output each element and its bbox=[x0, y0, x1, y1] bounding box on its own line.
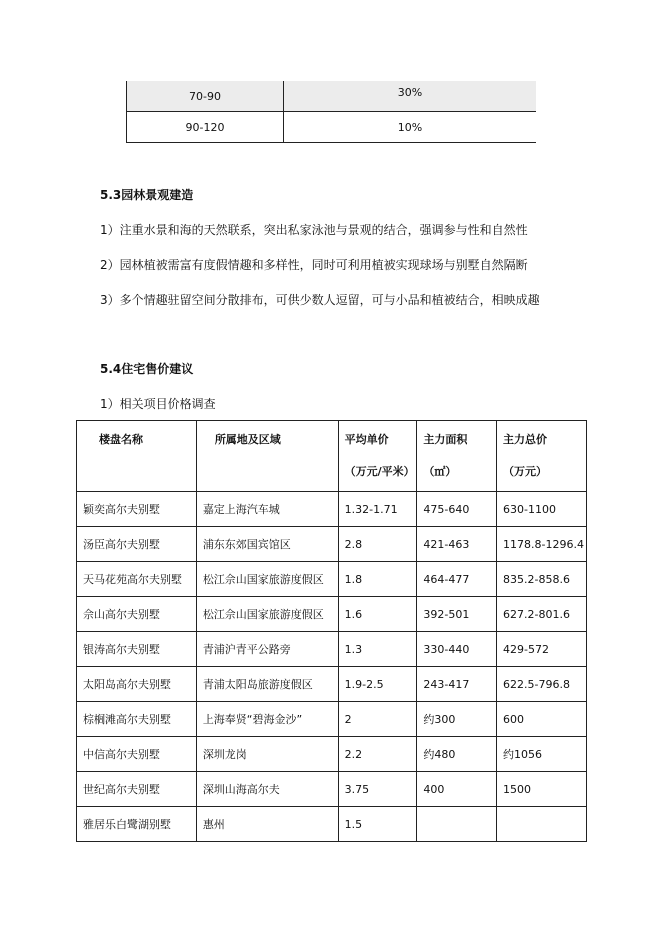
unit-price-cell: 2.8 bbox=[338, 527, 417, 562]
unit-price-cell: 3.75 bbox=[338, 772, 417, 807]
project-name-cell: 中信高尔夫别墅 bbox=[77, 737, 197, 772]
table-row bbox=[127, 81, 537, 112]
total-price-cell: 630-1100 bbox=[497, 492, 587, 527]
total-price-cell: 429-572 bbox=[497, 632, 587, 667]
project-name-cell: 汤臣高尔夫别墅 bbox=[77, 527, 197, 562]
list-item: 2）园林植被需富有度假情趣和多样性，同时可利用植被实现球场与别墅自然隔断 bbox=[100, 258, 528, 272]
project-name-cell: 颖奕高尔夫别墅 bbox=[77, 492, 197, 527]
price-table-body bbox=[77, 492, 587, 842]
table-cell: 10% bbox=[284, 112, 537, 143]
table-row bbox=[77, 772, 587, 807]
main-area-cell: 约300 bbox=[417, 702, 497, 737]
total-price-cell: 627.2-801.6 bbox=[497, 597, 587, 632]
table-row bbox=[77, 807, 587, 842]
section-subtitle: 1）相关项目价格调查 bbox=[100, 397, 216, 411]
total-price-cell: 1178.8-1296.4 bbox=[497, 527, 587, 562]
list-item: 3）多个情趣驻留空间分散排布，可供少数人逗留，可与小品和植被结合，相映成趣 bbox=[100, 293, 540, 307]
location-cell: 嘉定上海汽车城 bbox=[196, 492, 338, 527]
project-name-cell: 棕榈滩高尔夫别墅 bbox=[77, 702, 197, 737]
total-price-cell: 约1056 bbox=[497, 737, 587, 772]
table-cell-value: 30% bbox=[397, 85, 423, 99]
table-header-row bbox=[77, 421, 587, 492]
table-row bbox=[127, 112, 537, 143]
location-cell: 松江佘山国家旅游度假区 bbox=[196, 597, 338, 632]
column-header: 主力总价 （万元） bbox=[497, 421, 587, 492]
main-area-cell bbox=[417, 807, 497, 842]
main-area-cell: 约480 bbox=[417, 737, 497, 772]
location-cell: 惠州 bbox=[196, 807, 338, 842]
section-heading-landscape: 5.3园林景观建造 bbox=[100, 188, 194, 202]
location-cell: 深圳山海高尔夫 bbox=[196, 772, 338, 807]
main-area-cell: 475-640 bbox=[417, 492, 497, 527]
table-row bbox=[77, 562, 587, 597]
list-item: 1）注重水景和海的天然联系，突出私家泳池与景观的结合，强调参与性和自然性 bbox=[100, 223, 528, 237]
location-cell: 浦东东郊国宾馆区 bbox=[196, 527, 338, 562]
main-area-cell: 243-417 bbox=[417, 667, 497, 702]
column-header: 平均单价 （万元/平米） bbox=[338, 421, 417, 492]
section-heading-pricing: 5.4住宅售价建议 bbox=[100, 362, 194, 376]
total-price-cell: 835.2-858.6 bbox=[497, 562, 587, 597]
unit-price-cell: 1.5 bbox=[338, 807, 417, 842]
table-row bbox=[77, 737, 587, 772]
unit-price-cell: 2 bbox=[338, 702, 417, 737]
location-cell: 松江佘山国家旅游度假区 bbox=[196, 562, 338, 597]
main-area-cell: 464-477 bbox=[417, 562, 497, 597]
project-name-cell: 世纪高尔夫别墅 bbox=[77, 772, 197, 807]
column-header: 主力面积 （㎡） bbox=[417, 421, 497, 492]
unit-price-cell: 1.8 bbox=[338, 562, 417, 597]
table-cell bbox=[284, 81, 537, 112]
unit-price-cell: 1.32-1.71 bbox=[338, 492, 417, 527]
project-name-cell: 天马花苑高尔夫别墅 bbox=[77, 562, 197, 597]
project-name-cell: 佘山高尔夫别墅 bbox=[77, 597, 197, 632]
column-header: 楼盘名称 bbox=[77, 421, 197, 492]
table-row bbox=[77, 702, 587, 737]
table-cell: 70-90 bbox=[127, 81, 284, 112]
location-cell: 深圳龙岗 bbox=[196, 737, 338, 772]
column-header: 所属地及区域 bbox=[196, 421, 338, 492]
location-cell: 青浦太阳岛旅游度假区 bbox=[196, 667, 338, 702]
total-price-cell: 622.5-796.8 bbox=[497, 667, 587, 702]
area-share-table bbox=[126, 81, 536, 143]
table-row bbox=[77, 667, 587, 702]
total-price-cell: 1500 bbox=[497, 772, 587, 807]
table-row bbox=[77, 527, 587, 562]
unit-price-cell: 1.9-2.5 bbox=[338, 667, 417, 702]
table-cell: 90-120 bbox=[127, 112, 284, 143]
unit-price-cell: 1.3 bbox=[338, 632, 417, 667]
table-row bbox=[77, 632, 587, 667]
location-cell: 青浦沪青平公路旁 bbox=[196, 632, 338, 667]
location-cell: 上海奉贤“碧海金沙” bbox=[196, 702, 338, 737]
price-survey-table bbox=[76, 420, 587, 842]
unit-price-cell: 1.6 bbox=[338, 597, 417, 632]
project-name-cell: 太阳岛高尔夫别墅 bbox=[77, 667, 197, 702]
project-name-cell: 雅居乐白鹭湖别墅 bbox=[77, 807, 197, 842]
table-row bbox=[77, 597, 587, 632]
main-area-cell: 330-440 bbox=[417, 632, 497, 667]
table-row bbox=[77, 492, 587, 527]
main-area-cell: 400 bbox=[417, 772, 497, 807]
main-area-cell: 392-501 bbox=[417, 597, 497, 632]
total-price-cell bbox=[497, 807, 587, 842]
unit-price-cell: 2.2 bbox=[338, 737, 417, 772]
project-name-cell: 银涛高尔夫别墅 bbox=[77, 632, 197, 667]
total-price-cell: 600 bbox=[497, 702, 587, 737]
main-area-cell: 421-463 bbox=[417, 527, 497, 562]
